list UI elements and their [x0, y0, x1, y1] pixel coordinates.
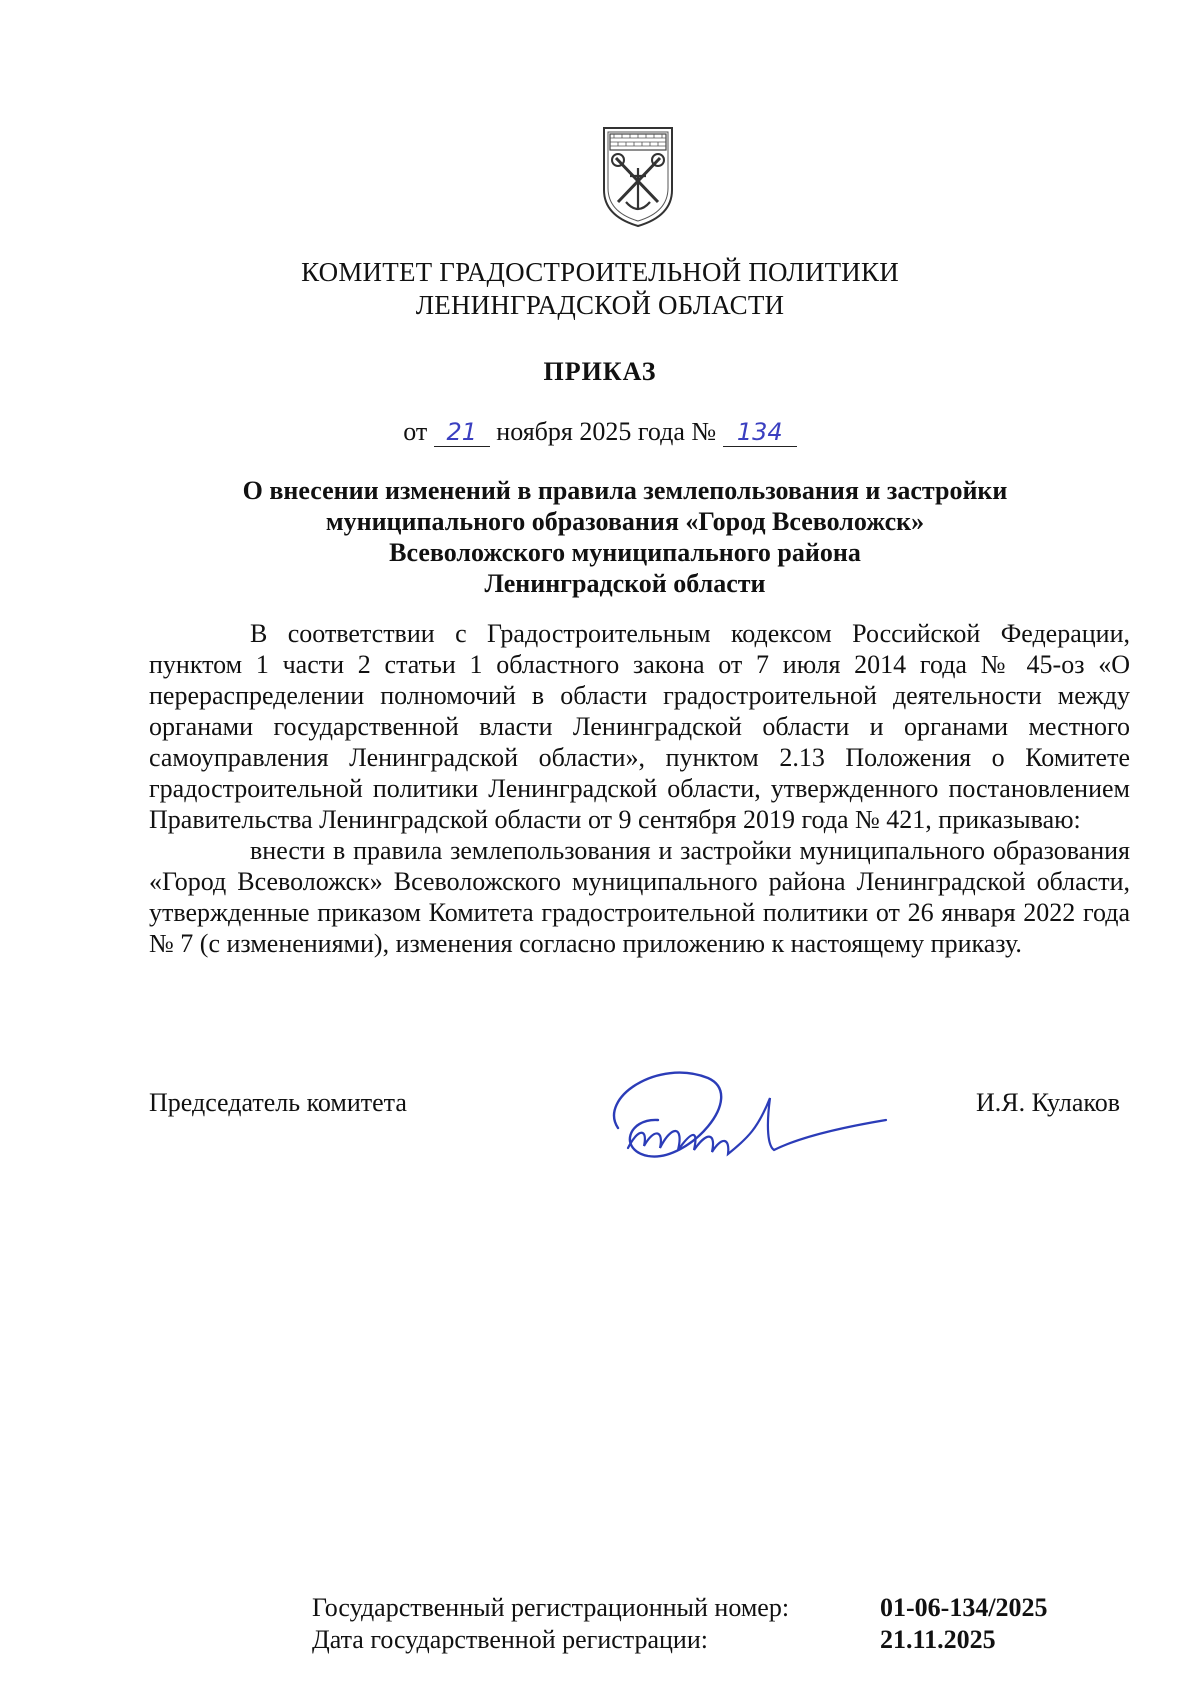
- title-line: Всеволожского муниципального района: [389, 538, 861, 567]
- org-line-1: КОМИТЕТ ГРАДОСТРОИТЕЛЬНОЙ ПОЛИТИКИ: [301, 257, 899, 287]
- handwritten-day: 21: [434, 418, 490, 447]
- date-rest: ноября 2025 года №: [496, 417, 717, 446]
- registration-number-label: Государственный регистрационный номер:: [312, 1593, 790, 1622]
- handwritten-number: 134: [723, 418, 797, 447]
- body-paragraph-basis: В соответствии с Градостроительным кодексом Российской Федерации, пунктом 1 части 2 статьи 1 областного закона от 7 июля 2014 года № 45-оз «О перераспределении полномочий в области градостроительной деятельности между органами государственной власти Ленинградской области и органами местного самоуправления Ленинградской области», пунктом 2.13 Положения о Комитете градостроительной политики Ленинградской области, утвержденного постановлением Правительства Ленинградской области от 9 сентября 2019 года № 421, приказываю:: [149, 619, 1130, 834]
- registration-block: [312, 1592, 1048, 1656]
- registration-date-value: 21.11.2025: [880, 1625, 996, 1654]
- org-line-2: ЛЕНИНГРАДСКОЙ ОБЛАСТИ: [415, 290, 785, 320]
- handwritten-signature: [598, 1058, 888, 1188]
- organization-name: [0, 256, 1200, 322]
- date-and-number-line: [0, 417, 1200, 447]
- document-title: [150, 475, 1100, 599]
- document-body: [149, 618, 1130, 959]
- date-prefix: от: [403, 417, 428, 446]
- document-type: ПРИКАЗ: [543, 357, 657, 386]
- body-paragraph-order: внести в правила землепользования и застройки муниципального образования «Город Всеволожск» Всеволожского муниципального района Ленинградской области, утвержденные приказом Комитета градостроительной политики от 26 января 2022 года № 7 (с изменениями), изменения согласно приложению к настоящему приказу.: [149, 836, 1130, 958]
- title-line: О внесении изменений в правила землепользования и застройки: [242, 476, 1008, 505]
- coat-of-arms-icon: [600, 124, 676, 228]
- title-line: муниципального образования «Город Всеволожск»: [325, 507, 925, 536]
- registration-number-row: [312, 1592, 1048, 1624]
- title-line: Ленинградской области: [484, 569, 766, 598]
- registration-date-label: Дата государственной регистрации:: [312, 1625, 708, 1654]
- registration-date-row: [312, 1624, 1048, 1656]
- signatory-position: Председатель комитета: [149, 1088, 407, 1117]
- signatory-name: И.Я. Кулаков: [976, 1088, 1120, 1117]
- registration-number-value: 01-06-134/2025: [880, 1593, 1048, 1622]
